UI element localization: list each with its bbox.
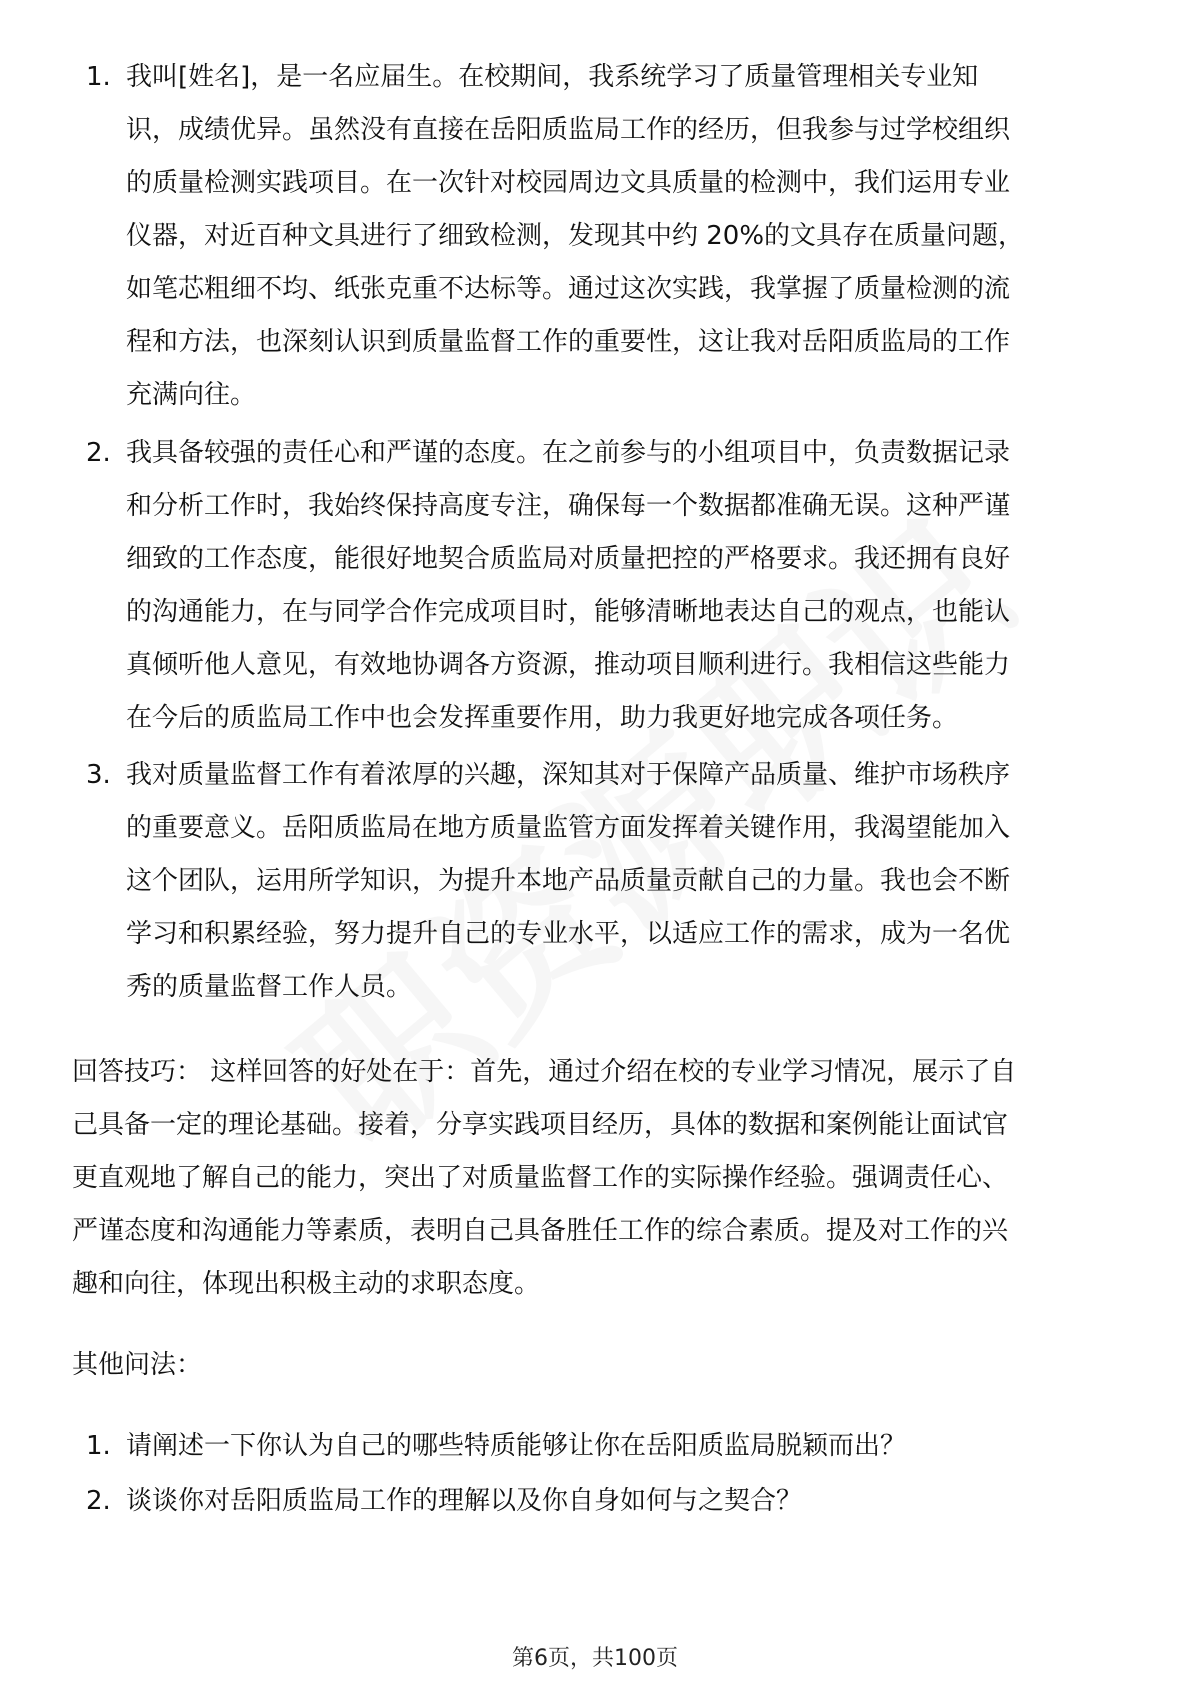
question-text: 请阐述一下你认为自己的哪些特质能够让你在岳阳质监局脱颖而出？ <box>126 1431 907 1461</box>
list-number: 1. <box>86 1431 111 1461</box>
paragraph-line: 我对质量监督工作有着浓厚的兴趣，深知其对于保障产品质量、维护市场秩序 <box>126 760 1011 790</box>
paragraph-line: 的质量检测实践项目。在一次针对校园周边文具质量的检测中，我们运用专业 <box>126 168 1011 198</box>
paragraph-line: 我叫[姓名]，是一名应届生。在校期间，我系统学习了质量管理相关专业知 <box>126 62 979 92</box>
paragraph-line: 如笔芯粗细不均、纸张克重不达标等。通过这次实践，我掌握了质量检测的流 <box>126 274 1011 304</box>
tips-line: 严谨态度和沟通能力等素质，表明自己具备胜任工作的综合素质。提及对工作的兴 <box>72 1216 1009 1246</box>
list-number: 3. <box>86 760 111 790</box>
paragraph-line: 充满向往。 <box>126 380 257 410</box>
paragraph-line: 这个团队，运用所学知识，为提升本地产品质量贡献自己的力量。我也会不断 <box>126 866 1011 896</box>
paragraph-line: 学习和积累经验，努力提升自己的专业水平，以适应工作的需求，成为一名优 <box>126 919 1011 949</box>
list-number: 1. <box>86 62 111 92</box>
paragraph-line: 秀的质量监督工作人员。 <box>126 972 413 1002</box>
list-number: 2. <box>86 438 111 468</box>
paragraph-line: 真倾听他人意见，有效地协调各方资源，推动项目顺利进行。我相信这些能力 <box>126 650 1011 680</box>
paragraph-line: 在今后的质监局工作中也会发挥重要作用，助力我更好地完成各项任务。 <box>126 703 959 733</box>
paragraph-line: 识，成绩优异。虽然没有直接在岳阳质监局工作的经历，但我参与过学校组织 <box>126 115 1011 145</box>
paragraph-line: 的重要意义。岳阳质监局在地方质量监管方面发挥着关键作用，我渴望能加入 <box>126 813 1011 843</box>
tips-line: 趣和向往，体现出积极主动的求职态度。 <box>72 1269 541 1299</box>
tips-line: 回答技巧： 这样回答的好处在于：首先，通过介绍在校的专业学习情况，展示了自 <box>72 1057 1017 1087</box>
page-footer: 第6页，共100页 <box>512 1646 678 1671</box>
list-number: 2. <box>86 1486 111 1516</box>
paragraph-line: 程和方法，也深刻认识到质量监督工作的重要性，这让我对岳阳质监局的工作 <box>126 327 1011 357</box>
paragraph-line: 仪器，对近百种文具进行了细致检测，发现其中约 20%的文具存在质量问题， <box>126 221 1025 251</box>
paragraph-line: 我具备较强的责任心和严谨的态度。在之前参与的小组项目中，负责数据记录 <box>126 438 1011 468</box>
paragraph-line: 和分析工作时，我始终保持高度专注，确保每一个数据都准确无误。这种严谨 <box>126 491 1011 521</box>
paragraph-line: 细致的工作态度，能很好地契合质监局对质量把控的严格要求。我还拥有良好 <box>126 544 1011 574</box>
tips-line: 己具备一定的理论基础。接着，分享实践项目经历，具体的数据和案例能让面试官 <box>72 1110 1009 1140</box>
paragraph-line: 的沟通能力，在与同学合作完成项目时，能够清晰地表达自己的观点，也能认 <box>126 597 1011 627</box>
other-questions-heading: 其他问法： <box>72 1350 203 1380</box>
question-text: 谈谈你对岳阳质监局工作的理解以及你自身如何与之契合？ <box>126 1486 803 1516</box>
tips-line: 更直观地了解自己的能力，突出了对质量监督工作的实际操作经验。强调责任心、 <box>72 1163 1009 1193</box>
